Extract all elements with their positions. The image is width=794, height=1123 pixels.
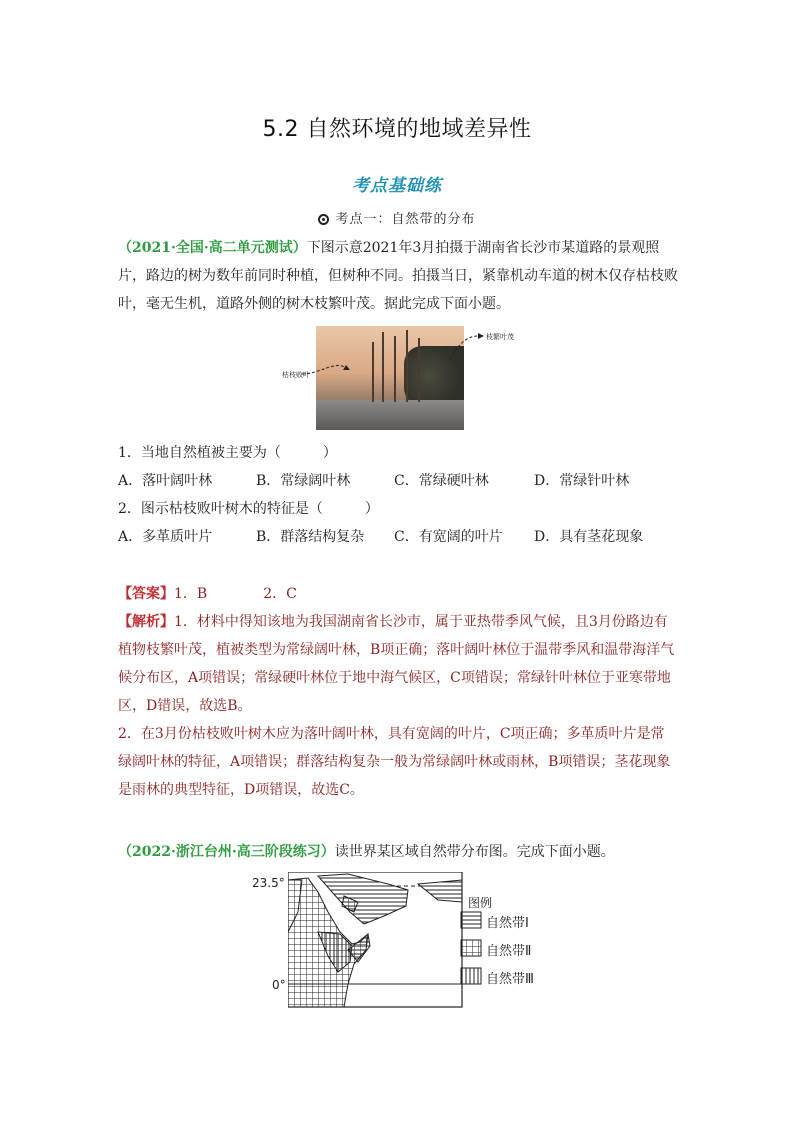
- photo-label-right: 枝繁叶茂: [486, 333, 514, 341]
- option-d: D．具有茎花现象: [534, 529, 644, 545]
- natural-zone-map: [288, 872, 463, 1008]
- legend-item-1: 自然带Ⅰ: [486, 916, 529, 931]
- map-lat-bottom: 0°: [272, 978, 286, 992]
- option-b: B．常绿阔叶林: [256, 473, 351, 489]
- option-a: A．多革质叶片: [118, 529, 213, 545]
- topic-heading-text: 考点一：自然带的分布: [335, 212, 476, 227]
- legend-item-3: 自然带Ⅲ: [486, 972, 534, 987]
- q2-intro: [118, 838, 678, 866]
- analysis-1-text: 1．材料中得知该地为我国湖南省长沙市，属于亚热带季风气候，且3月份路边有植物枝繁叶茂，植被类型为常绿阔叶林，B项正确；落叶阔叶林位于温带季风和温带海洋气候分布区，A项错误；常绿硬叶林位于地中海气候区，C项错误；常绿针叶林位于亚寒带地区，D错误，故选B。: [118, 614, 675, 714]
- legend-title: 图例: [468, 896, 493, 910]
- legend-item-2: 自然带Ⅱ: [486, 944, 532, 959]
- answer-text: 1．B 2．C: [174, 586, 297, 602]
- answer-line: [118, 583, 297, 603]
- photo-road: [316, 400, 464, 430]
- analysis-tag: 【解析】: [118, 614, 174, 630]
- bullet-circle-icon: [318, 214, 329, 225]
- topic-heading: [0, 208, 794, 227]
- analysis-1: [118, 608, 678, 720]
- option-a: A．落叶阔叶林: [118, 473, 213, 489]
- analysis-2-text: 2．在3月份枯枝败叶树木应为落叶阔叶林，具有宽阔的叶片，C项正确；多革质叶片是常绿阔叶林的特征，A项错误；群落结构复杂一般为常绿阔叶林或雨林，B项错误；茎花现象是雨林的典型特征，D项错误，故选C。: [118, 726, 671, 798]
- photo-label-left: 枯枝败叶: [282, 371, 310, 379]
- option-b: B．群落结构复杂: [256, 529, 365, 545]
- map-lat-top: 23.5°: [252, 876, 285, 890]
- option-c: C．常绿硬叶林: [394, 473, 489, 489]
- question-1-stem: 1．当地自然植被主要为（ ）: [118, 445, 337, 461]
- analysis-2: [118, 720, 678, 804]
- q2-source: （2022·浙江台州·高三阶段练习）: [118, 844, 335, 860]
- q1-intro: [118, 234, 678, 318]
- q1-source: （2021·全国·高二单元测试）: [118, 240, 307, 256]
- legend-swatches: [460, 910, 484, 990]
- q2-intro-text: 读世界某区域自然带分布图。完成下面小题。: [334, 844, 615, 860]
- answer-tag: 【答案】: [118, 586, 174, 602]
- question-2-stem: 2．图示枯枝败叶树木的特征是（ ）: [118, 501, 379, 517]
- option-d: D．常绿针叶林: [534, 473, 630, 489]
- option-c: C．有宽阔的叶片: [394, 529, 503, 545]
- photo-arrows: [280, 330, 510, 390]
- q1-intro-text: 下图示意2021年3月拍摄于湖南省长沙市某道路的景观照片，路边的树为数年前同时种植，但树种不同。拍摄当日，紧靠机动车道的树木仅存枯枝败叶，毫无生机，道路外侧的树木枝繁叶茂。据此完成下面小题。: [118, 240, 678, 312]
- page-title: 5.2 自然环境的地域差异性: [262, 117, 532, 142]
- section-subtitle: 考点基础练: [352, 176, 442, 196]
